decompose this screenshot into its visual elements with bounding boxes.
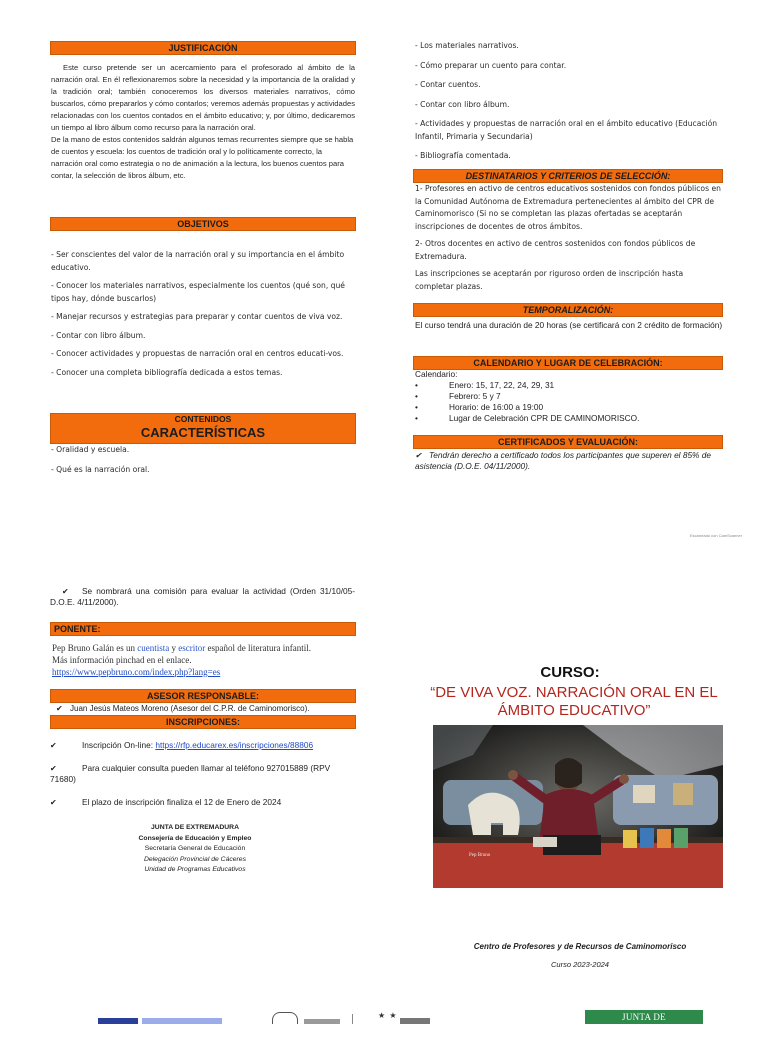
objetivos-heading: OBJETIVOS	[50, 217, 356, 231]
temporalizacion-text: El curso tendrá una duración de 20 horas (se certificará con 2 crédito de formación)	[415, 320, 723, 330]
contenidos-list-right	[415, 40, 723, 163]
asesor-heading: ASESOR RESPONSABLE:	[50, 689, 356, 703]
fse-logo	[400, 1018, 430, 1024]
ponente-text-a: Pep Bruno Galán es un	[52, 643, 138, 653]
scanner-note: Escaneado con CamScanner	[690, 533, 743, 538]
objetivos-list	[51, 249, 355, 379]
temporalizacion-heading: TEMPORALIZACIÓN:	[413, 303, 723, 317]
contenidos-list-left	[51, 444, 355, 476]
calendario-item: • Enero: 15, 17, 22, 24, 29, 31	[415, 380, 723, 391]
institution-line-2: Consejería de Educación y Empleo	[138, 834, 252, 842]
ponente-more-info: Más información pinchad en el enlace.	[52, 655, 192, 665]
eu-logo	[98, 1018, 138, 1024]
certificados-text: Tendrán derecho a certificado todos los participantes que superen el 85% de asistencia (D.O.E. 04/11/2000).	[415, 450, 711, 471]
contenidos-heading-box	[50, 413, 356, 444]
calendario-label: Calendario:	[415, 369, 458, 379]
destinatarios-heading: DESTINATARIOS Y CRITERIOS DE SELECCIÓN:	[413, 169, 723, 183]
calendario-block	[415, 369, 723, 424]
destinatarios-text	[415, 183, 723, 293]
curso-photo	[433, 725, 723, 888]
justificacion-paragraph-2: De la mano de estos contenidos saldrán algunos temas recurrentes siempre que se habla de cuentos y escuela: los cuentos de tradición oral y lo políticamente correcto, la narración oral como estrategia o no de animación a la lectura, los buenos cuentos para contar, la selección de libros álbum, etc.	[51, 135, 354, 180]
junta-logo-text: JUNTA DE EXTREMADURA	[607, 1012, 681, 1036]
checkmark-icon: ✔	[50, 764, 57, 773]
institution-line-1: JUNTA DE EXTREMADURA	[151, 824, 239, 831]
ponente-text-c: español de literatura infantil.	[205, 643, 311, 653]
contenido-item: - Bibliografía comentada.	[415, 151, 511, 160]
institution-line-5: Unidad de Programas Educativos	[144, 866, 246, 873]
centro-name: Centro de Profesores y de Recursos de Caminomorisco	[473, 942, 687, 951]
calendario-heading: CALENDARIO Y LUGAR DE CELEBRACIÓN:	[413, 356, 723, 370]
contenido-item: - Actividades y propuestas de narración oral en el ámbito educativo (Educación Infantil, Primaria y Secundaria)	[415, 119, 718, 141]
inscripcion-telefono-text: Para cualquier consulta pueden llamar al teléfono 927015889 (RPV 71680)	[50, 763, 331, 784]
curso-label: CURSO:	[540, 664, 600, 681]
objetivo-item: - Conocer los materiales narrativos, especialmente los cuentos (qué son, qué tipos hay, dónde buscarlos)	[51, 281, 345, 303]
objetivo-item: - Ser conscientes del valor de la narración oral y su importancia en el ámbito educativo.	[51, 250, 345, 272]
inscripcion-plazo-text: El plazo de inscripción finaliza el 12 de Enero de 2024	[82, 797, 282, 807]
calendario-item: • Lugar de Celebración CPR DE CAMINOMORISCO.	[415, 413, 723, 424]
checkmark-icon: ✔	[56, 704, 63, 713]
checkmark-icon: ✔	[62, 587, 69, 596]
certificados-heading: CERTIFICADOS Y EVALUACIÓN:	[413, 435, 723, 449]
justificacion-paragraph-1: Este curso pretende ser un acercamiento para el profesorado al ámbito de la narración oral. En él reflexionaremos sobre la necesidad y la importancia de la oralidad y la tradición oral; también conoceremos los diversos materiales narrativos, cómo buscarlos, cómo prepararlos y cómo contarlos; veremos además propuestas y actividades relacionadas con los cuentos contados en el ámbito educativo; y, por último, dedicaremos un tiempo al libro álbum como recurso para la narración oral.	[51, 63, 355, 132]
ponente-heading: PONENTE:	[50, 622, 356, 636]
escritor-link[interactable]: escritor	[178, 643, 206, 653]
checkmark-icon: ✔	[50, 798, 57, 807]
ponente-block	[52, 642, 357, 678]
calendario-item: • Febrero: 5 y 7	[415, 391, 723, 402]
institution-block	[120, 823, 270, 876]
inscripcion-online	[50, 740, 356, 751]
contenido-item: - Cómo preparar un cuento para contar.	[415, 60, 567, 70]
justificacion-text	[51, 62, 355, 182]
checkmark-icon: ✔	[415, 451, 422, 460]
contenido-item: - Oralidad y escuela.	[51, 445, 130, 454]
certificados-text-block	[415, 450, 723, 472]
objetivo-item: - Conocer una completa bibliografía dedicada a estos temas.	[51, 367, 283, 377]
contenido-item: - Qué es la narración oral.	[51, 464, 150, 474]
destinatarios-criterio-1: 1- Profesores en activo de centros educativos sostenidos con fondos públicos en la Comunidad Autónoma de Extremadura pertenecientes al ámbito del CPR de Caminomorisco (Si no se completan las plazas ofertadas se aceptarán inscripciones de docentes de otros ámbitos.	[415, 184, 721, 231]
comision-block	[50, 586, 355, 608]
cofinanciado-logo	[142, 1018, 222, 1024]
institution-line-3: Secretaría General de Educación	[144, 845, 246, 852]
contenido-item: - Los materiales narrativos.	[415, 41, 519, 50]
contenido-item: - Contar con libro álbum.	[415, 99, 510, 109]
ponente-text-b: y	[169, 643, 179, 653]
curso-year: Curso 2023-2024	[551, 960, 609, 969]
curso-title: “DE VIVA VOZ. NARRACIÓN ORAL EN EL ÁMBITO EDUCATIVO”	[430, 684, 718, 719]
cuentista-link[interactable]: cuentista	[137, 643, 170, 653]
contenido-item: - Contar cuentos.	[415, 80, 481, 89]
comision-text: Se nombrará una comisión para evaluar la actividad (Orden 31/10/05-D.O.E. 4/11/2000).	[50, 586, 355, 607]
asesor-block	[56, 703, 356, 714]
calendario-item: • Horario: de 16:00 a 19:00	[415, 402, 723, 413]
junta-extremadura-logo	[585, 1010, 703, 1036]
destinatarios-criterio-2: 2- Otros docentes en activo de centros sostenidos con fondos públicos de Extremadura.	[415, 239, 696, 261]
inscripcion-plazo	[50, 797, 356, 808]
ministerio-crest-icon	[272, 1012, 298, 1024]
objetivo-item: - Contar con libro álbum.	[51, 330, 146, 340]
contenidos-heading: CONTENIDOS	[174, 414, 232, 424]
justificacion-heading: JUSTIFICACIÓN	[50, 41, 356, 55]
ponente-bio	[52, 642, 357, 654]
objetivo-item: - Conocer actividades y propuestas de narración oral en centros educati-vos.	[51, 349, 344, 358]
inscripcion-telefono	[50, 763, 356, 785]
inscripcion-online-link[interactable]: https://rfp.educarex.es/inscripciones/88806	[155, 740, 314, 750]
checkmark-icon: ✔	[50, 741, 57, 750]
inscripcion-online-label: Inscripción On-line:	[82, 740, 156, 750]
ponente-website-link[interactable]: https://www.pepbruno.com/index.php?lang=es	[52, 667, 221, 677]
objetivo-item: - Manejar recursos y estrategias para preparar y contar cuentos de viva voz.	[51, 312, 343, 321]
divider-line	[352, 1014, 353, 1024]
ministerio-text-logo	[304, 1019, 340, 1024]
stars-logo-icon: ★ ★	[378, 1011, 398, 1020]
inscripciones-heading: INSCRIPCIONES:	[50, 715, 356, 729]
destinatarios-orden: Las inscripciones se aceptarán por riguroso orden de inscripción hasta completar plazas.	[415, 269, 684, 291]
institution-line-4: Delegación Provincial de Cáceres	[143, 855, 246, 863]
storyteller-photo-illustration	[433, 725, 723, 888]
photo-caption: Pep Bruno	[469, 853, 491, 858]
inscripciones-block	[50, 740, 356, 808]
caracteristicas-heading: CARACTERÍSTICAS	[140, 425, 266, 440]
asesor-text: Juan Jesús Mateos Moreno (Asesor del C.P.R. de Caminomorisco).	[70, 704, 310, 713]
